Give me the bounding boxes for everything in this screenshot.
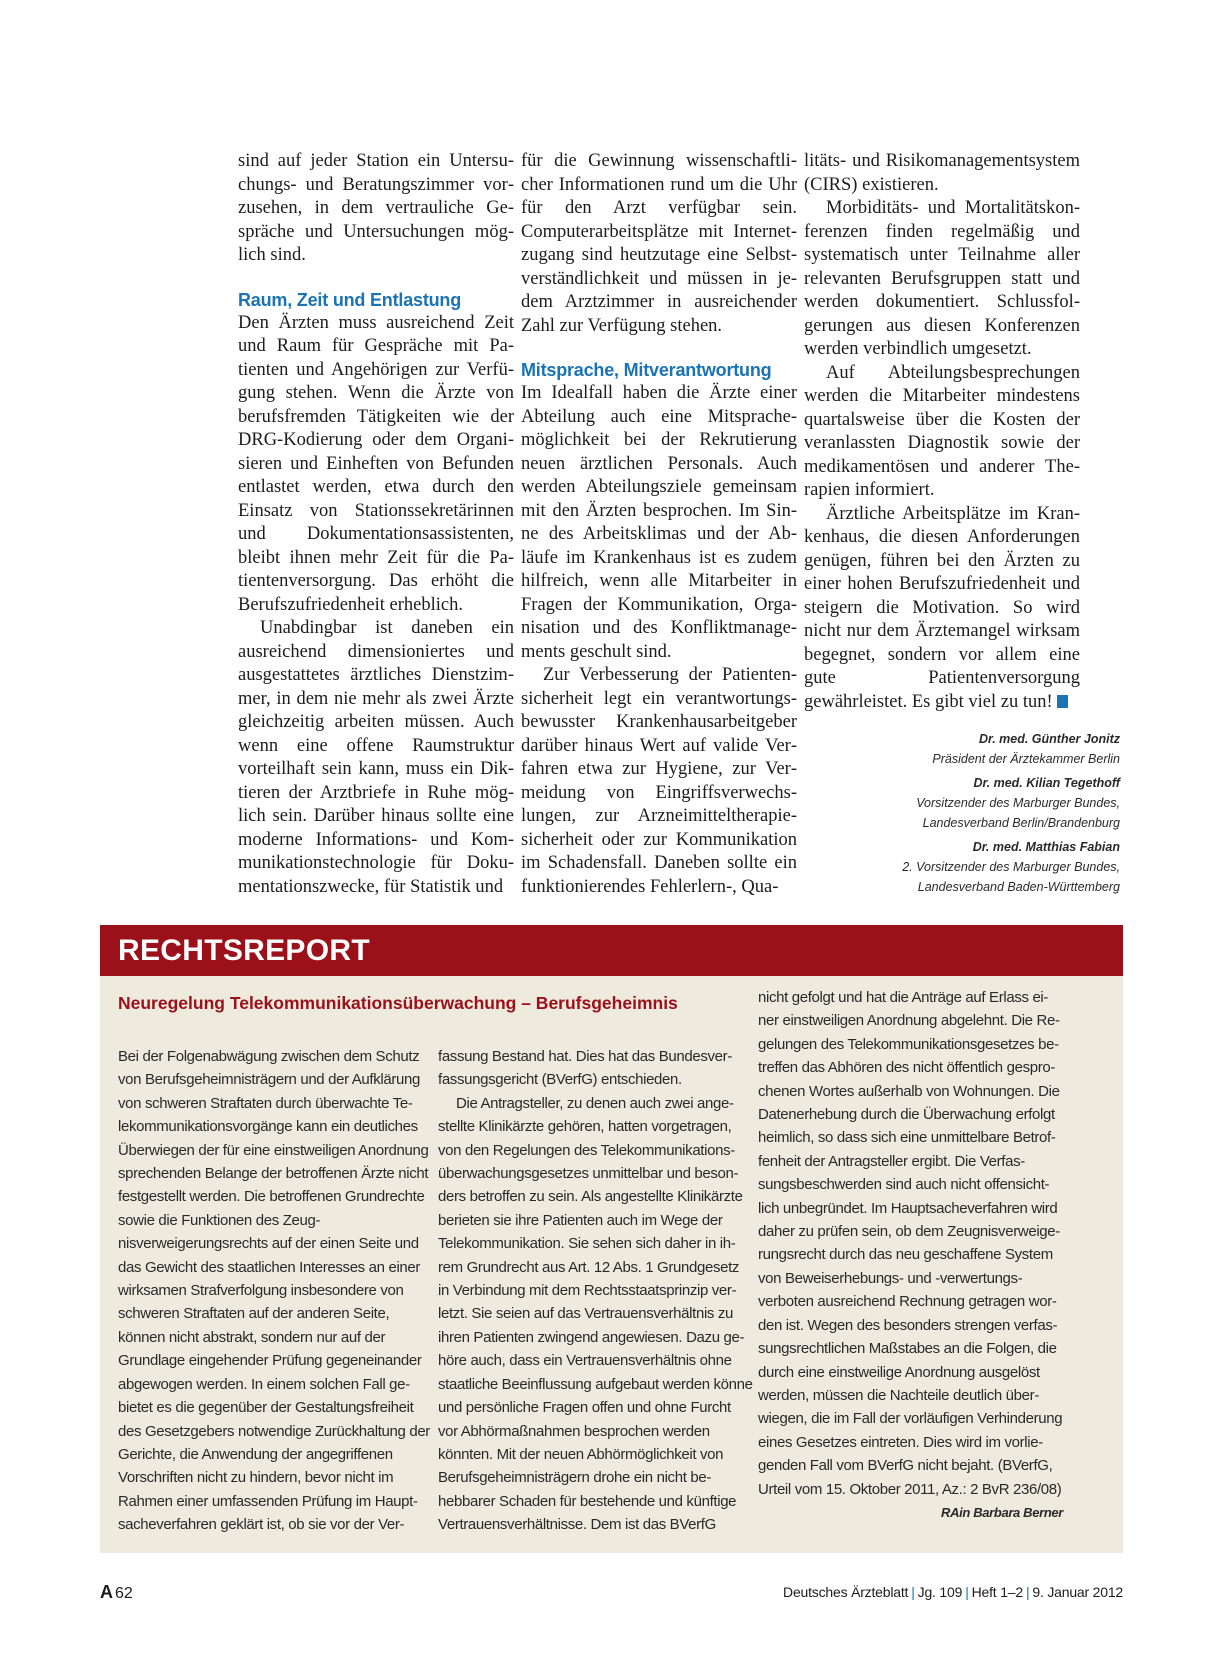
page-number: 62 xyxy=(115,1585,133,1602)
rechtsreport-column-3 xyxy=(758,986,1063,1524)
paragraph: für die Gewinnung wissenschaftlicher Informationen rund um die Uhr für den Arzt verfügbar sein. Computerarbeitsplätze mit Internetzugang sind heutzutage eine Selbstverständlichkeit und müssen in jedem Arztzimmer in ausreichender Zahl zur Verfügung stehen. xyxy=(521,151,797,336)
paragraph: Unabdingbar ist daneben ein ausreichend dimensioniertes und ausgestattetes ärztliches Dienstzimmer, in dem nie mehr als zwei Ärzte gleichzeitig arbeiten müssen. Auch wenn eine offene Raumstruktur vorteilhaft sein kann, muss ein Diktieren der Arztbriefe in Ruhe möglich sein. Darüber hinaus sollte eine moderne Informations- und Kommunikationstechnologie für Dokumentationszwecke, für Statistik und xyxy=(238,618,514,897)
paragraph: Im Idealfall haben die Ärzte einer Abteilung auch eine Mitsprachemöglichkeit bei der Rekrutierung neuen ärztlichen Personals. Auch werden Abteilungsziele gemeinsam mit den Ärzten besprochen. Im Sinne des Arbeitsklimas und der Abläufe im Krankenhaus ist es zudem hilfreich, wenn alle Mitarbeiter in Fragen der Kommunikation, Organisation und des Konfliktmanagements geschult sind. xyxy=(521,383,797,662)
article-column-2 xyxy=(521,150,797,899)
end-mark-icon xyxy=(1057,695,1068,708)
section-heading: Raum, Zeit und Entlastung xyxy=(238,289,461,310)
author-name: Dr. med. Kilian Tegethoff xyxy=(973,776,1120,790)
paragraph-last xyxy=(804,503,1080,715)
paragraph: Zur Verbesserung der Patientensicherheit legt ein verantwortungsbewusster Krankenhausarbeitgeber darüber hinaus Wert auf valide Verfahren etwa zur Hygiene, zur Vermeidung von Eingriffsverwechslungen, zur Arzneimitteltherapiesicherheit oder zur Kommunikation im Schadensfall. Daneben sollte ein funktionierendes Fehlerlern-, Qua- xyxy=(521,665,797,897)
author-name: Dr. med. Günther Jonitz xyxy=(979,732,1120,746)
author-name: Dr. med. Matthias Fabian xyxy=(972,840,1120,854)
paragraph-text: nicht gefolgt und hat die Anträge auf Erlass einer einstweiligen Anordnung abgelehnt. Die Regelungen des Telekommunikationsgesetzes betreffen das Abhören des nicht öffentlich gesprochenen Wortes außerhalb von Wohnungen. Die Datenerhebung durch die Überwachung erfolgt heimlich, so dass sich eine unmittelbare Betroffenheit der Antragsteller ergibt. Die Verfassungsbeschwerden sind auch nicht offensichtlich unbegründet. Im Hauptsacheverfahren wird daher zu prüfen sein, ob dem Zeugnisverweigerungsrecht durch das neu geschaffene System von Beweiserhebungs- und -verwertungsverboten ausreichend Rechnung getragen worden ist. Wegen des besonders strengen verfassungsrechtlichen Maßstabes an die Folgen, die durch eine einstweilige Anordnung ausgelöst werden, müssen die Nachteile deutlich überwiegen, die im Fall der vorläufigen Verhinderung eines Gesetzes eintreten. Dies wird im vorliegenden Fall vom BVerfG nicht bejaht. (BVerfG, Urteil vom 15. Oktober 2011, Az.: 2 BvR 236/08) xyxy=(758,989,1063,1498)
section-heading: Mitsprache, Mitverantwortung xyxy=(521,360,772,380)
article-column-1 xyxy=(238,150,514,899)
footer-journal-info: Deutsches Ärzteblatt | Jg. 109 | Heft 1–2 | 9. Januar 2012 xyxy=(783,1584,1123,1600)
page-letter: A xyxy=(100,1582,113,1602)
journal-issue: Heft 1–2 xyxy=(971,1584,1023,1600)
paragraph: fassung Bestand hat. Dies hat das Bundesverfassungsgericht (BVerfG) entschieden. xyxy=(438,1048,733,1089)
journal-volume: Jg. 109 xyxy=(917,1584,963,1600)
author-role: Vorsitzender des Marburger Bundes, xyxy=(916,796,1120,810)
page-footer xyxy=(100,1580,1123,1604)
paragraph-text: Ärztliche Arbeitsplätze im Krankenhaus, die diesen Anforderungen genügen, führen bei den Ärzten zu einer hohen Berufszufriedenheit und steigern die Motivation. So wird nicht nur dem Ärztemangel wirksam begegnet, sondern vor allem eine gute Patientenversorgung gewährleistet. Es gibt viel zu tun! xyxy=(804,503,1080,712)
rechtsreport-header-bar xyxy=(100,925,1123,976)
paragraph: Morbiditäts- und Mortalitätskonferenzen finden regelmäßig und systematisch unter Teilnahme aller relevanten Berufsgruppen statt und werden dokumentiert. Schlussfolgerungen aus diesen Konferenzen werden verbindlich umgesetzt. xyxy=(804,198,1080,359)
author-role: Präsident der Ärztekammer Berlin xyxy=(932,752,1120,766)
rechtsreport-subtitle: Neuregelung Telekommunikationsüberwachung – Berufsgeheimnis xyxy=(118,993,678,1013)
rechtsreport-column-1 xyxy=(118,1045,433,1537)
author-role: Landesverband Baden-Württemberg xyxy=(917,880,1120,894)
author-role: 2. Vorsitzender des Marburger Bundes, xyxy=(902,860,1120,874)
rechtsreport-title: RECHTSREPORT xyxy=(118,934,370,967)
paragraph: Bei der Folgenabwägung zwischen dem Schutz von Berufsgeheimnisträgern und der Aufklärung von schweren Straftaten durch überwachte Telekommunikationsvorgänge kann ein deutliches Überwiegen der für eine einstweiligen Anordnung sprechenden Belange der betroffenen Ärzte nicht festgestellt werden. Die betroffenen Grundrechte sowie die Funktionen des Zeugnisverweigerungsrechts auf der einen Seite und das Gewicht des staatlichen Interesses an einer wirksamen Strafverfolgung insbesondere von schweren Straftaten auf der anderen Seite, können nicht abstrakt, sondern nur auf der Grundlage eingehender Prüfung gegeneinander abgewogen werden. In einem solchen Fall gebietet es die gegenüber der Gestaltungsfreiheit des Gesetzgebers notwendige Zurückhaltung der Gerichte, die Anwendung der angegriffenen Vorschriften nicht zu hindern, bevor nicht im Rahmen einer umfassenden Prüfung im Hauptsacheverfahren geklärt ist, ob sie vor der Ver- xyxy=(118,1048,430,1534)
paragraph: Den Ärzten muss ausreichend Zeit und Raum für Gespräche mit Patienten und Angehörigen zur Verfügung stehen. Wenn die Ärzte von berufsfremden Tätigkeiten wie der DRG-Kodierung oder dem Organisieren und Einheften von Befunden entlastet werden, etwa durch den Einsatz von Stationssekretärinnen und Dokumentationsassistenten, bleibt ihnen mehr Zeit für die Patientenversorgung. Das erhöht die Berufszufriedenheit erheblich. xyxy=(238,312,514,615)
rechtsreport-box xyxy=(100,925,1123,1553)
rechtsreport-column-2 xyxy=(438,1045,753,1537)
paragraph xyxy=(758,986,1063,1520)
journal-date: 9. Januar 2012 xyxy=(1032,1584,1123,1600)
paragraph: Die Antragsteller, zu denen auch zwei angestellte Klinikärzte gehören, hatten vorgetragen, von den Regelungen des Telekommunikationsüberwachungsgesetzes unmittelbar und besonders betroffen zu sein. Als angestellte Klinikärzte berieten sie ihre Patienten auch im Wege der Telekommunikation. Sie sehen sich daher in ihrem Grundrecht aus Art. 12 Abs. 1 Grundgesetz in Verbindung mit dem Rechtsstaatsprinzip verletzt. Sie seien auf das Vertrauensverhältnis zu ihren Patienten zwingend angewiesen. Dazu gehöre auch, dass ein Vertrauensverhältnis ohne staatliche Beeinflussung aufgebaut werden könne und persönliche Fragen offen und ohne Furcht vor Abhörmaßnahmen besprochen werden könnten. Mit der neuen Abhörmöglichkeit von Berufsgeheimnisträgern drohe ein nicht behebbarer Schaden für bestehende und künftige Vertrauensverhältnisse. Dem ist das BVerfG xyxy=(438,1094,753,1534)
report-signature: RAin Barbara Berner xyxy=(941,1504,1063,1520)
paragraph: litäts- und Risikomanagementsystem (CIRS) existieren. xyxy=(804,151,1080,195)
paragraph: Auf Abteilungsbesprechungen werden die Mitarbeiter mindestens quartalsweise über die Kosten der veranlassten Diagnostik sowie der medikamentösen und anderer Therapien informiert. xyxy=(804,362,1080,500)
author-role: Landesverband Berlin/Brandenburg xyxy=(922,816,1120,830)
author-block xyxy=(860,729,1120,897)
paragraph: sind auf jeder Station ein Untersuchungs- und Beratungszimmer vorzusehen, in dem vertrauliche Gespräche und Untersuchungen möglich sind. xyxy=(238,151,514,265)
article-column-3 xyxy=(804,150,1080,714)
journal-name: Deutsches Ärzteblatt xyxy=(783,1584,909,1600)
